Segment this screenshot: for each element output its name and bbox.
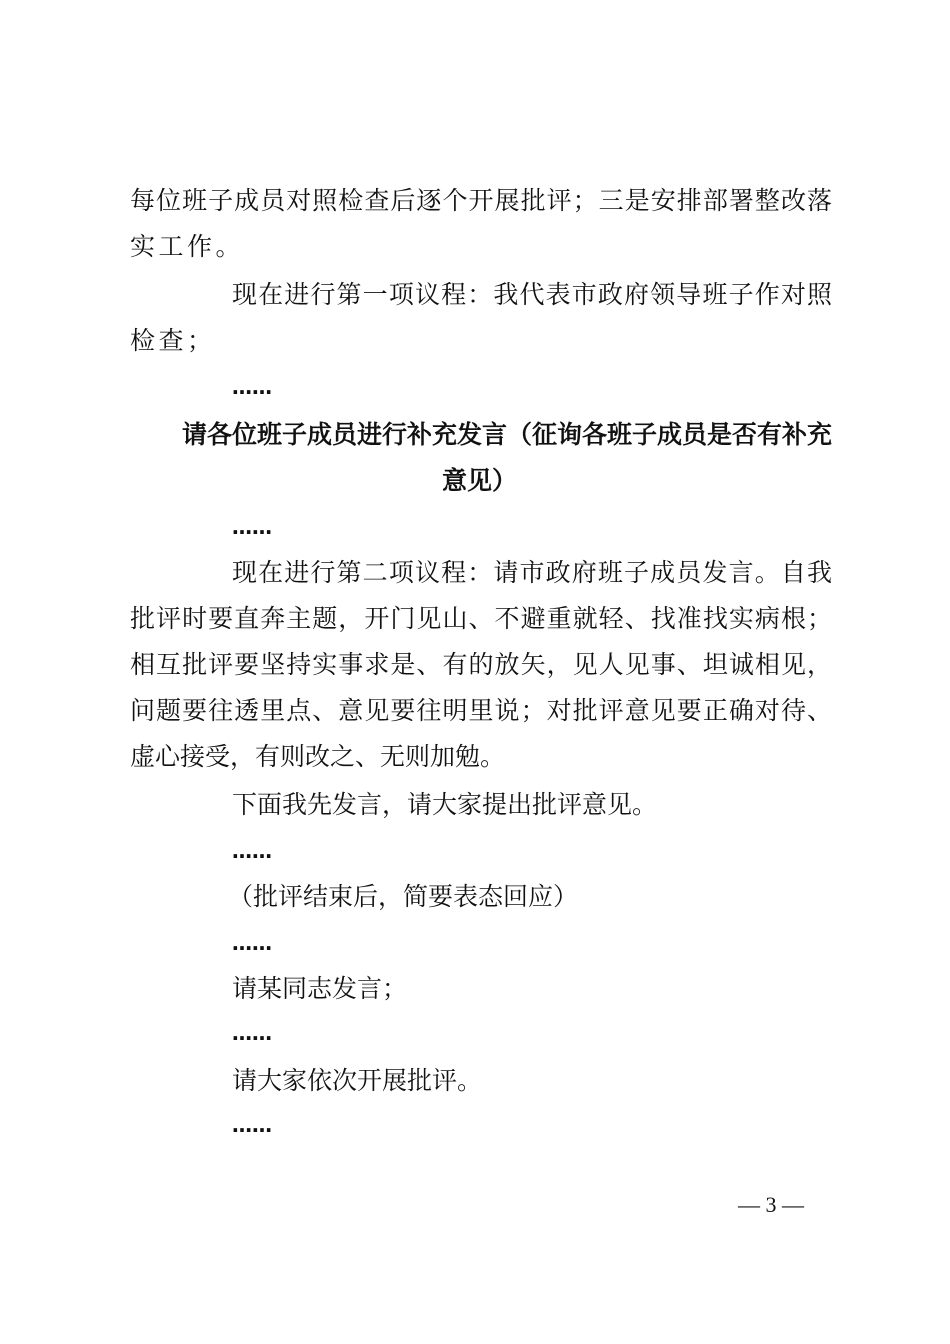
ellipsis-line: ……: [232, 839, 272, 863]
section-heading: 请各位班子成员进行补充发言（征询各班子成员是否有补充: [182, 420, 833, 449]
paragraph-line: 请大家依次开展批评。: [232, 1066, 483, 1095]
ellipsis-line: ……: [232, 931, 272, 955]
ellipsis-line: ……: [232, 1021, 272, 1045]
paragraph-line: 相互批评要坚持实事求是、有的放矢，见人见事、坦诚相见，: [130, 650, 832, 679]
paragraph-line: 现在进行第一项议程：我代表市政府领导班子作对照: [232, 280, 832, 309]
page-number: — 3 —: [738, 1192, 804, 1217]
paragraph-line: 下面我先发言，请大家提出批评意见。: [232, 790, 658, 819]
paragraph-line: 现在进行第二项议程：请市政府班子成员发言。自我: [232, 558, 832, 587]
paragraph-line: 每位班子成员对照检查后逐个开展批评；三是安排部署整改落: [130, 186, 832, 215]
paragraph-line: （批评结束后，简要表态回应）: [228, 882, 579, 911]
paragraph-line: 问题要往透里点、意见要往明里说；对批评意见要正确对待、: [130, 696, 832, 725]
paragraph-line: 请某同志发言；: [232, 974, 408, 1003]
paragraph-line: 实工作。: [130, 232, 245, 261]
ellipsis-line: ……: [232, 515, 272, 539]
section-heading-continued: 意见）: [442, 466, 518, 495]
paragraph-line: 虚心接受，有则改之、无则加勉。: [130, 742, 506, 771]
paragraph-line: 批评时要直奔主题，开门见山、不避重就轻、找准找实病根；: [130, 604, 832, 633]
ellipsis-line: ……: [232, 375, 272, 399]
ellipsis-line: ……: [232, 1113, 272, 1137]
paragraph-line: 检查；: [130, 326, 216, 355]
